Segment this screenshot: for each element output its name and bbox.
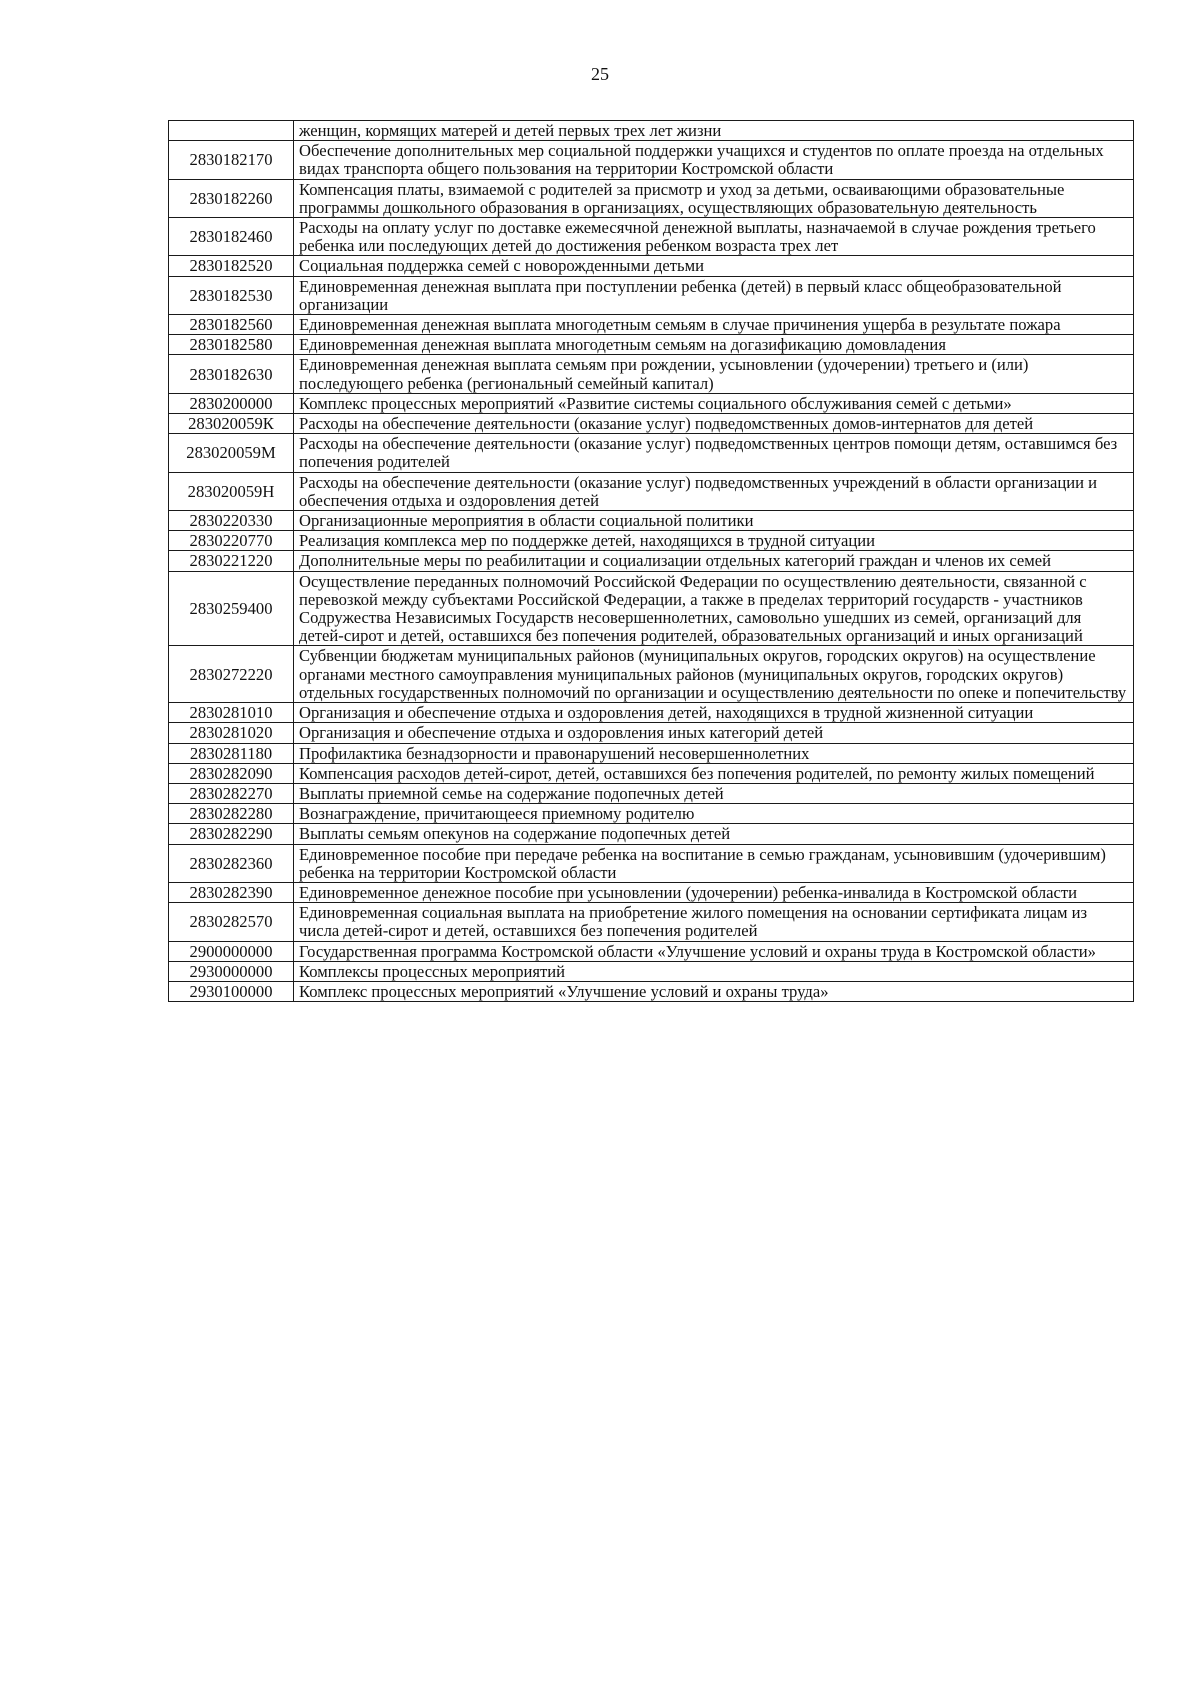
- budget-code-cell: 2830282280: [169, 804, 294, 824]
- table-row: [169, 981, 1134, 1001]
- table-row: [169, 276, 1134, 314]
- budget-code-cell: 2830182630: [169, 355, 294, 393]
- description-cell: Комплексы процессных мероприятий: [294, 961, 1134, 981]
- budget-code-cell: 2830281010: [169, 703, 294, 723]
- description-cell: Вознаграждение, причитающееся приемному родителю: [294, 804, 1134, 824]
- table-row: [169, 571, 1134, 646]
- table-row: [169, 844, 1134, 882]
- description-cell: Социальная поддержка семей с новорожденными детьми: [294, 256, 1134, 276]
- table-row: [169, 355, 1134, 393]
- budget-code-cell: 2930000000: [169, 961, 294, 981]
- table-row: [169, 434, 1134, 472]
- page-number: 25: [591, 64, 609, 84]
- budget-code-cell: 2830282270: [169, 783, 294, 803]
- budget-code-cell: 2830282360: [169, 844, 294, 882]
- description-cell: Профилактика безнадзорности и правонарушений несовершеннолетних: [294, 743, 1134, 763]
- description-cell: женщин, кормящих матерей и детей первых трех лет жизни: [294, 121, 1134, 141]
- budget-code-cell: 2830220770: [169, 531, 294, 551]
- table-row: [169, 743, 1134, 763]
- budget-code-cell: 283020059Н: [169, 472, 294, 510]
- table-row: [169, 531, 1134, 551]
- table-row: [169, 763, 1134, 783]
- table-row: [169, 218, 1134, 256]
- budget-code-cell: 2830272220: [169, 646, 294, 703]
- budget-code-cell: 2830182520: [169, 256, 294, 276]
- description-cell: Единовременная денежная выплата при поступлении ребенка (детей) в первый класс общеобразовательной организации: [294, 276, 1134, 314]
- description-cell: Организационные мероприятия в области социальной политики: [294, 511, 1134, 531]
- budget-code-cell: 2830282570: [169, 903, 294, 941]
- budget-code-cell: 2830282090: [169, 763, 294, 783]
- description-cell: Субвенции бюджетам муниципальных районов (муниципальных округов, городских округов) на осуществление органами местного самоуправления муниципальных районов (муниципальных округов, городских округов) отдельных государственных полномочий по организации и осуществлению деятельности по опеке и попечительству: [294, 646, 1134, 703]
- description-cell: Расходы на обеспечение деятельности (оказание услуг) подведомственных учреждений в области организации и обеспечения отдыха и оздоровления детей: [294, 472, 1134, 510]
- description-cell: Единовременная денежная выплата многодетным семьям в случае причинения ущерба в результате пожара: [294, 315, 1134, 335]
- budget-code-cell: [169, 121, 294, 141]
- table-row: [169, 472, 1134, 510]
- budget-code-cell: 2830182530: [169, 276, 294, 314]
- description-cell: Комплекс процессных мероприятий «Развитие системы социального обслуживания семей с детьми»: [294, 393, 1134, 413]
- description-cell: Единовременное пособие при передаче ребенка на воспитание в семью гражданам, усыновившим (удочерившим) ребенка на территории Костромской области: [294, 844, 1134, 882]
- table-row: [169, 256, 1134, 276]
- budget-code-cell: 283020059К: [169, 414, 294, 434]
- table-row: [169, 179, 1134, 217]
- description-cell: Единовременная денежная выплата семьям при рождении, усыновлении (удочерении) третьего и (или) последующего ребенка (региональный семейный капитал): [294, 355, 1134, 393]
- description-cell: Обеспечение дополнительных мер социальной поддержки учащихся и студентов по оплате проезда на отдельных видах транспорта общего пользования на территории Костромской области: [294, 141, 1134, 179]
- description-cell: Единовременная социальная выплата на приобретение жилого помещения на основании сертификата лицам из числа детей-сирот и детей, оставшихся без попечения родителей: [294, 903, 1134, 941]
- description-cell: Дополнительные меры по реабилитации и социализации отдельных категорий граждан и членов их семей: [294, 551, 1134, 571]
- table-row: [169, 551, 1134, 571]
- budget-code-cell: 2830182580: [169, 335, 294, 355]
- budget-code-cell: 2830282290: [169, 824, 294, 844]
- table-row: [169, 121, 1134, 141]
- description-cell: Расходы на обеспечение деятельности (оказание услуг) подведомственных домов-интернатов для детей: [294, 414, 1134, 434]
- description-cell: Единовременная денежная выплата многодетным семьям на догазификацию домовладения: [294, 335, 1134, 355]
- budget-code-table: [168, 120, 1134, 1002]
- budget-code-cell: 2830182560: [169, 315, 294, 335]
- table-body: [169, 121, 1134, 1002]
- budget-code-cell: 2830182460: [169, 218, 294, 256]
- budget-code-cell: 2930100000: [169, 981, 294, 1001]
- budget-code-cell: 2830259400: [169, 571, 294, 646]
- table-row: [169, 335, 1134, 355]
- table-row: [169, 393, 1134, 413]
- budget-code-cell: 283020059М: [169, 434, 294, 472]
- table-row: [169, 703, 1134, 723]
- table-row: [169, 315, 1134, 335]
- table-row: [169, 414, 1134, 434]
- description-cell: Компенсация платы, взимаемой с родителей за присмотр и уход за детьми, осваивающими образовательные программы дошкольного образования в организациях, осуществляющих образовательную деятельность: [294, 179, 1134, 217]
- table-row: [169, 511, 1134, 531]
- description-cell: Комплекс процессных мероприятий «Улучшение условий и охраны труда»: [294, 981, 1134, 1001]
- table-row: [169, 882, 1134, 902]
- budget-code-cell: 2830221220: [169, 551, 294, 571]
- description-cell: Расходы на оплату услуг по доставке ежемесячной денежной выплаты, назначаемой в случае рождения третьего ребенка или последующих детей до достижения ребенком возраста трех лет: [294, 218, 1134, 256]
- budget-code-cell: 2830281020: [169, 723, 294, 743]
- budget-code-cell: 2830220330: [169, 511, 294, 531]
- table-row: [169, 941, 1134, 961]
- description-cell: Государственная программа Костромской области «Улучшение условий и охраны труда в Костромской области»: [294, 941, 1134, 961]
- description-cell: Расходы на обеспечение деятельности (оказание услуг) подведомственных центров помощи детям, оставшимся без попечения родителей: [294, 434, 1134, 472]
- budget-code-cell: 2830200000: [169, 393, 294, 413]
- table-row: [169, 903, 1134, 941]
- table-row: [169, 804, 1134, 824]
- description-cell: Реализация комплекса мер по поддержке детей, находящихся в трудной ситуации: [294, 531, 1134, 551]
- description-cell: Организация и обеспечение отдыха и оздоровления детей, находящихся в трудной жизненной ситуации: [294, 703, 1134, 723]
- description-cell: Выплаты приемной семье на содержание подопечных детей: [294, 783, 1134, 803]
- description-cell: Организация и обеспечение отдыха и оздоровления иных категорий детей: [294, 723, 1134, 743]
- table-row: [169, 646, 1134, 703]
- budget-code-cell: 2830182260: [169, 179, 294, 217]
- description-cell: Выплаты семьям опекунов на содержание подопечных детей: [294, 824, 1134, 844]
- description-cell: Осуществление переданных полномочий Российской Федерации по осуществлению деятельности, связанной с перевозкой между субъектами Российской Федерации, а также в пределах территорий государств - участников Содружества Независимых Государств несовершеннолетних, самовольно ушедших из семей, организаций для детей-сирот и детей, оставшихся без попечения родителей, образовательных организаций и иных организаций: [294, 571, 1134, 646]
- budget-code-cell: 2830182170: [169, 141, 294, 179]
- table-row: [169, 783, 1134, 803]
- budget-code-cell: 2830282390: [169, 882, 294, 902]
- description-cell: Единовременное денежное пособие при усыновлении (удочерении) ребенка-инвалида в Костромской области: [294, 882, 1134, 902]
- table-row: [169, 723, 1134, 743]
- budget-code-cell: 2830281180: [169, 743, 294, 763]
- table-row: [169, 961, 1134, 981]
- table-row: [169, 141, 1134, 179]
- description-cell: Компенсация расходов детей-сирот, детей, оставшихся без попечения родителей, по ремонту жилых помещений: [294, 763, 1134, 783]
- table-row: [169, 824, 1134, 844]
- budget-code-cell: 2900000000: [169, 941, 294, 961]
